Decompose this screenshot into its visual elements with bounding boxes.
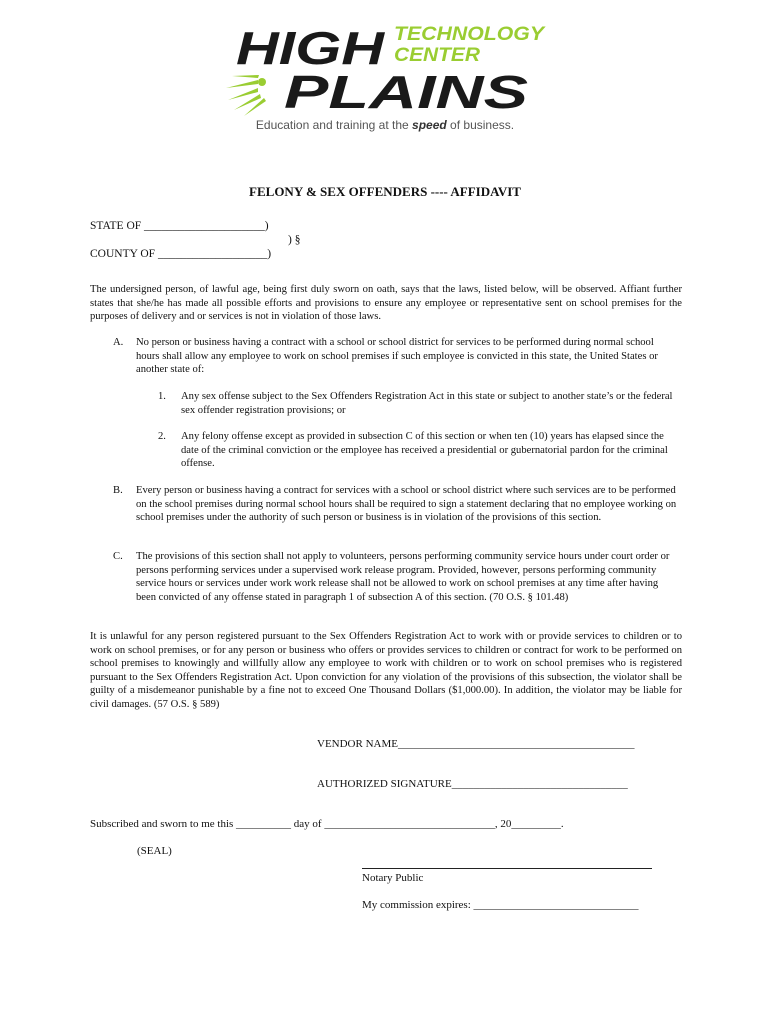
vendor-name-field[interactable]: VENDOR NAME___________________________________________ bbox=[317, 738, 635, 750]
tagline-before: Education and training at the bbox=[255, 118, 413, 132]
commission-expires-field[interactable]: My commission expires: ______________________________ bbox=[362, 899, 639, 911]
section-c-text: The provisions of this section shall not apply to volunteers, persons performing community service hours under court order or persons performing services under a supervised work release program. Provided, however, persons performing community service hours or services under work work release shall not be allowed to work on school premises at any time after having been convicted of any offense stated in paragraph 1 of subsection A of this section. (70 O.S. § 101.48) bbox=[136, 551, 670, 603]
tagline-after: of business. bbox=[446, 118, 515, 132]
notary-public-label: Notary Public bbox=[362, 872, 424, 884]
sworn-date-line[interactable]: Subscribed and sworn to me this __________ day of _______________________________, 20_________. bbox=[90, 818, 564, 830]
subitem-2-text: Any felony offense except as provided in subsection C of this section or when ten (10) years has elapsed since the date of the criminal conviction or the employee has received a presidential or gubernatorial pardon for the criminal offense. bbox=[181, 431, 668, 469]
document-title: FELONY & SEX OFFENDERS ---- AFFIDAVIT bbox=[249, 184, 521, 199]
logo-graphic bbox=[222, 18, 552, 118]
state-of-line: STATE OF _____________________) bbox=[90, 220, 269, 232]
notary-signature-line[interactable] bbox=[362, 868, 652, 869]
intro-paragraph: The undersigned person, of lawful age, being first duly sworn on oath, says that the laws, listed below, will be observed. Affiant further states that she/he has made all possible efforts and provisions to ensure any employee or representative sent on school premises for the purposes of delivery and or services is not in violation of those laws. bbox=[90, 284, 682, 322]
subitem-1-label: 1. bbox=[158, 391, 166, 402]
subitem-2-label: 2. bbox=[158, 431, 166, 442]
section-a-text: No person or business having a contract with a school or school district for services to be performed during normal school hours shall allow any employee to work on school premises if such employee is convicted in this state, the United States or another state of: bbox=[136, 337, 658, 375]
closing-paragraph: It is unlawful for any person registered pursuant to the Sex Offenders Registration Act to work with or provide services to children or to work on school premises, or for any person or business who offers or provides services to children or contract for work to be performed on school premises to knowingly and willfully allow any employee to work with children or to work on school premises who is registered pursuant to the Sex Offenders Registration Act. Upon conviction for any violation of the provisions of this subsection, the violator shall be guilty of a misdemeanor punishable by a fine not to exceed One Thousand Dollars ($1,000.00). In addition, the violator may be liable for civil damages. (57 O.S. § 589) bbox=[90, 631, 682, 710]
tagline-emphasis: speed bbox=[412, 118, 447, 132]
section-c-label: C. bbox=[113, 551, 123, 562]
county-of-line: COUNTY OF ___________________) bbox=[90, 248, 272, 260]
venue-block bbox=[90, 219, 300, 261]
seal-label: (SEAL) bbox=[137, 845, 172, 857]
sunburst-icon bbox=[226, 75, 266, 116]
section-b-text: Every person or business having a contract for services with a school or school district where such services are to be performed on the school premises during normal school hours shall be required to sign a statement declaring that no employee working on school premises under the authority of such person or business is in violation of the provisions of this section. bbox=[136, 485, 677, 523]
tagline bbox=[0, 118, 770, 132]
logo-word-center: CENTER bbox=[394, 45, 481, 66]
authorized-signature-field[interactable]: AUTHORIZED SIGNATURE________________________________ bbox=[317, 778, 628, 790]
section-a-label: A. bbox=[113, 337, 124, 348]
subitem-1-text: Any sex offense subject to the Sex Offenders Registration Act in this state or subject to another state’s or the federal sex offender registration provisions; or bbox=[181, 391, 673, 416]
logo-word-high: HIGH bbox=[236, 22, 386, 74]
section-symbol-line: ) § bbox=[288, 234, 301, 246]
logo-word-technology: TECHNOLOGY bbox=[394, 24, 547, 45]
logo-word-plains: PLAINS bbox=[284, 66, 529, 118]
section-b-label: B. bbox=[113, 485, 123, 496]
